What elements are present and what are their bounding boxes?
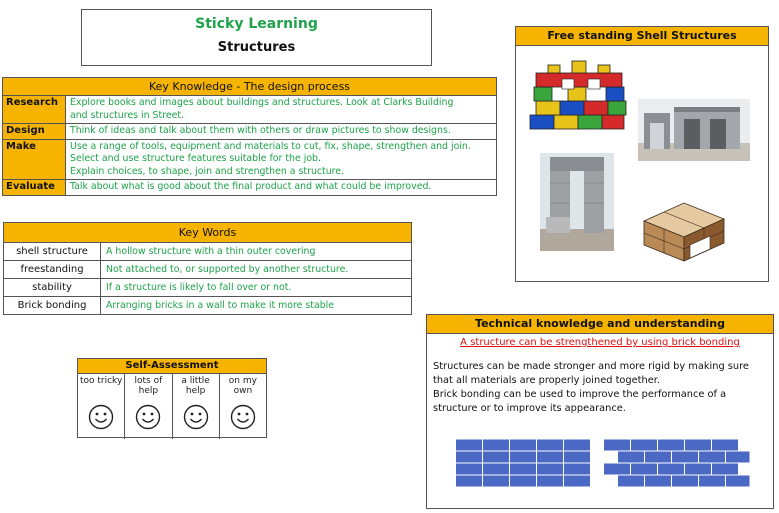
brick — [483, 463, 510, 475]
self-assessment-label: on my own — [228, 376, 257, 396]
table-row — [4, 243, 412, 261]
brick — [685, 439, 712, 451]
brick — [510, 451, 537, 463]
self-assessment-option[interactable] — [220, 374, 266, 439]
table-row — [4, 261, 412, 279]
brick — [564, 475, 591, 487]
self-assessment-option[interactable] — [125, 374, 172, 439]
brick — [537, 463, 564, 475]
brick — [658, 439, 685, 451]
brick — [510, 439, 537, 451]
cardboard-box-structure — [634, 181, 732, 265]
title-box — [81, 9, 432, 66]
brick — [564, 451, 591, 463]
brick — [699, 475, 726, 487]
kw-desc: Arranging bricks in a wall to make it more stable — [101, 297, 412, 315]
brick — [604, 463, 631, 475]
kk-desc-line: Think of ideas and talk about them with others or draw pictures to show designs. — [70, 125, 451, 136]
kk-desc — [66, 180, 497, 196]
technical-body-line: that all materials are properly joined together. — [433, 375, 660, 386]
key-knowledge-table — [2, 77, 497, 196]
kw-term: freestanding — [4, 261, 101, 279]
brick — [672, 451, 699, 463]
brick — [456, 463, 483, 475]
brick — [645, 475, 672, 487]
smiley-icon — [230, 404, 256, 430]
brick — [564, 439, 591, 451]
kk-desc — [66, 139, 497, 180]
brick — [672, 475, 699, 487]
table-row — [4, 279, 412, 297]
kk-term: Make — [3, 139, 66, 180]
brick — [618, 451, 645, 463]
page-title: Sticky Learning — [195, 16, 318, 32]
kk-term: Research — [3, 96, 66, 124]
kk-desc-line: Explain choices, to shape, join and strengthen a structure. — [70, 165, 345, 177]
brick — [645, 451, 672, 463]
brick — [604, 439, 631, 451]
technical-body — [427, 360, 773, 416]
brick — [618, 475, 645, 487]
key-words-table — [3, 222, 412, 315]
table-row — [3, 124, 497, 140]
brick — [510, 463, 537, 475]
self-assessment-header: Self-Assessment — [78, 359, 266, 374]
self-assessment-option[interactable] — [173, 374, 220, 439]
smiley-icon — [135, 404, 161, 430]
brick — [537, 475, 564, 487]
kk-desc — [66, 124, 497, 140]
kk-desc-line: Talk about what is good about the final product and what could be improved. — [70, 181, 432, 192]
brick — [712, 439, 739, 451]
brick — [456, 451, 483, 463]
stretcher-bond-wall — [603, 439, 751, 487]
concrete-block-pillars — [540, 153, 614, 251]
technical-body-line: structure or to improve its appearance. — [433, 403, 626, 414]
free-standing-panel — [515, 26, 769, 282]
brick — [726, 451, 751, 463]
smiley-icon — [88, 404, 114, 430]
kw-desc: Not attached to, or supported by another structure. — [101, 261, 412, 279]
kk-desc-line: Select and use structure features suitable for the job. — [70, 153, 321, 164]
brick — [699, 451, 726, 463]
brick — [658, 463, 685, 475]
self-assessment-panel — [77, 358, 267, 438]
concrete-arch-structure — [638, 99, 750, 161]
self-assessment-option[interactable] — [78, 374, 125, 439]
key-knowledge-header: Key Knowledge - The design process — [3, 78, 497, 96]
brick — [564, 463, 591, 475]
self-assessment-label: too tricky — [79, 376, 123, 386]
brick — [510, 475, 537, 487]
kk-desc — [66, 96, 497, 124]
kw-desc: A hollow structure with a thin outer covering — [101, 243, 412, 261]
kw-term: shell structure — [4, 243, 101, 261]
kk-term: Design — [3, 124, 66, 140]
brick — [456, 439, 483, 451]
brick — [456, 475, 483, 487]
technical-body-line: Structures can be made stronger and more rigid by making sure — [433, 361, 749, 372]
key-words-header: Key Words — [4, 223, 412, 243]
self-assessment-label: a little help — [181, 376, 210, 396]
kk-term: Evaluate — [3, 180, 66, 196]
table-row — [3, 139, 497, 180]
kw-term: Brick bonding — [4, 297, 101, 315]
table-row — [4, 297, 412, 315]
free-standing-header: Free standing Shell Structures — [516, 27, 768, 46]
brick — [631, 439, 658, 451]
brick — [483, 475, 510, 487]
self-assessment-label: lots of help — [134, 376, 163, 396]
technical-subheading: A structure can be strengthened by using brick bonding — [460, 337, 740, 348]
table-row — [3, 180, 497, 196]
technical-body-line: Brick bonding can be used to improve the performance of a — [433, 389, 727, 400]
kw-term: stability — [4, 279, 101, 297]
brick — [712, 463, 739, 475]
kk-desc-line: Use a range of tools, equipment and materials to cut, fix, shape, strengthen and join. — [70, 140, 471, 152]
technical-header: Technical knowledge and understanding — [427, 315, 773, 334]
brick — [726, 475, 751, 487]
brick — [483, 451, 510, 463]
brick — [483, 439, 510, 451]
page-subtitle: Structures — [217, 40, 296, 55]
brick — [685, 463, 712, 475]
kw-desc: If a structure is likely to fall over or not. — [101, 279, 412, 297]
stack-bond-wall — [455, 439, 591, 487]
brick — [537, 439, 564, 451]
kk-desc-line: Explore books and images about buildings and structures. Look at Clarks Building — [70, 97, 454, 108]
smiley-icon — [183, 404, 209, 430]
table-row — [3, 96, 497, 124]
kk-desc-line: and structures in Street. — [70, 109, 185, 121]
technical-knowledge-panel — [426, 314, 774, 509]
lego-brick-structure — [526, 57, 630, 141]
brick — [631, 463, 658, 475]
brick — [537, 451, 564, 463]
